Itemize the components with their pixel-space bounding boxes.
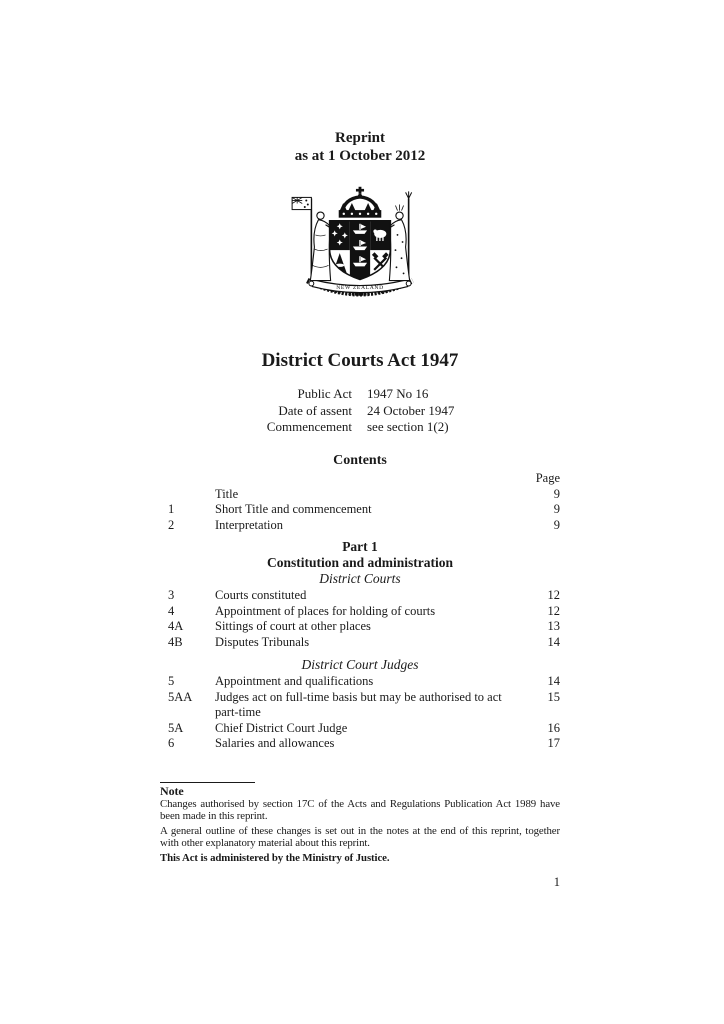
section-title: Chief District Court Judge <box>215 720 348 735</box>
contents-part-heading: Part 1 <box>342 539 378 555</box>
section-number: 4 <box>168 603 175 618</box>
section-number <box>160 487 215 502</box>
contents-subheading: District Court Judges <box>301 657 419 673</box>
act-info-label: Date of assent <box>278 402 352 418</box>
contents-subheading: District Courts <box>319 571 401 587</box>
contents-entry <box>160 518 560 533</box>
section-title: Title <box>215 487 239 501</box>
contents-entry <box>160 588 560 603</box>
section-number: 5AA <box>168 689 193 704</box>
section-title: Interpretation <box>215 517 284 532</box>
contents-list <box>160 487 560 752</box>
footnote-rule <box>160 782 255 783</box>
section-page-number: 9 <box>553 487 560 501</box>
section-page-number: 14 <box>547 674 560 689</box>
page-number: 1 <box>553 875 560 889</box>
section-title: Judges act on full-time basis but may be authorised to act part-time <box>215 689 502 720</box>
section-title: Disputes Tribunals <box>215 634 310 649</box>
section-number: 4A <box>168 619 184 634</box>
footnote-paragraph-outline: A general outline of these changes is set out in the notes at the end of this reprint, together with other explanatory material about this reprint. <box>160 825 560 849</box>
contents-entry <box>160 635 560 650</box>
new-zealand-coat-of-arms-icon <box>284 186 436 298</box>
contents-page-column-label: Page <box>535 471 560 485</box>
section-title: Sittings of court at other places <box>215 619 371 634</box>
section-page-number: 12 <box>547 588 560 603</box>
footnote-administered-by: This Act is administered by the Ministry of Justice. <box>160 852 390 865</box>
act-info-label: Public Act <box>297 386 352 401</box>
footnote <box>160 782 560 865</box>
footnote-note-label: Note <box>160 784 184 798</box>
section-title: Courts constituted <box>215 588 307 603</box>
section-page-number: 16 <box>547 720 560 735</box>
section-title: Appointment of places for holding of courts <box>215 603 436 618</box>
section-page-number: 14 <box>547 634 560 649</box>
section-number: 4B <box>168 634 183 649</box>
act-info-row <box>160 419 560 436</box>
section-number: 1 <box>168 502 175 517</box>
section-page-number: 12 <box>547 603 560 618</box>
section-number: 5 <box>168 674 175 689</box>
banner-scroll <box>309 279 411 292</box>
act-info-table <box>160 386 560 436</box>
reprint-title: Reprint <box>335 130 385 146</box>
contents-entry <box>160 690 560 721</box>
section-number: 6 <box>168 736 175 751</box>
section-title: Short Title and commencement <box>215 502 372 517</box>
section-page-number: 13 <box>547 619 560 634</box>
contents-entry <box>160 674 560 689</box>
act-info-value: 1947 No 16 <box>367 386 429 401</box>
section-number: 5A <box>168 720 184 735</box>
contents-part-heading: Constitution and administration <box>266 554 454 570</box>
act-info-value: see section 1(2) <box>367 419 449 434</box>
section-page-number: 15 <box>547 689 560 704</box>
section-number: 2 <box>168 517 175 532</box>
left-supporter-figure <box>292 197 334 280</box>
act-info-value: 24 October 1947 <box>367 402 455 418</box>
footnote-paragraph-changes: Changes authorised by section 17C of the Acts and Regulations Publication Act 1989 have been made in this reprint. <box>160 798 560 822</box>
act-info-row <box>160 386 560 403</box>
contents-entry <box>160 619 560 634</box>
crown-icon <box>339 187 382 218</box>
contents-entry <box>160 721 560 736</box>
section-number: 3 <box>168 588 175 603</box>
act-info-row <box>160 403 560 420</box>
act-title: District Courts Act 1947 <box>261 350 459 371</box>
contents-entry <box>160 502 560 517</box>
reprint-header <box>160 130 560 165</box>
contents-entry <box>160 604 560 619</box>
contents-heading: Contents <box>333 453 387 468</box>
contents-entry <box>160 487 560 502</box>
section-page-number: 17 <box>547 736 560 751</box>
shield <box>330 221 391 282</box>
section-title: Appointment and qualifications <box>215 674 374 689</box>
coat-of-arms <box>160 186 560 303</box>
act-info-label: Commencement <box>266 419 352 434</box>
reprint-date: as at 1 October 2012 <box>294 147 426 164</box>
section-title: Salaries and allowances <box>215 736 335 751</box>
contents-entry <box>160 736 560 751</box>
section-page-number: 9 <box>553 502 560 517</box>
banner-text: NEW ZEALAND <box>336 285 384 292</box>
section-page-number: 9 <box>553 517 560 532</box>
